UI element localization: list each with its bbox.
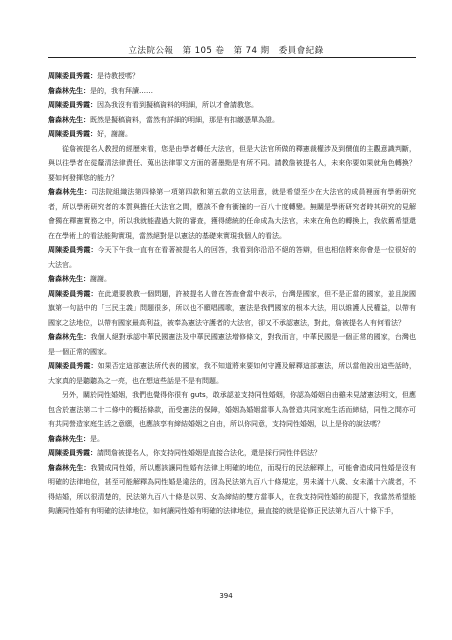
speaker-label: 周陳委員秀霞： (48, 362, 98, 370)
speech-text: 如果否定這部憲法所代表的國家，我不知道將來要如何守護及解釋這部憲法，所以當他說出這些話時，大家真的是聽聽為之一亮，也在想這些話是不是有問題。 (48, 362, 417, 385)
transcript-paragraph (48, 84, 416, 99)
speaker-label: 詹森林先生： (48, 463, 91, 472)
speech-text: 我個人絕對承認中華民國憲法及中華民國憲法增修條文，對我而言，中華民國是一個正常的國家，台灣也是一個正常的國家。 (48, 333, 417, 356)
speaker-label: 周陳委員秀霞： (48, 72, 97, 80)
transcript-paragraph (48, 185, 416, 243)
speech-text: 因為我沒有看到擬稿資料的明細，所以才會請教您。 (97, 101, 258, 109)
speaker-label: 周陳委員秀霞： (48, 101, 97, 109)
transcript-paragraph (48, 359, 416, 388)
speaker-label: 周陳委員秀霞： (48, 130, 97, 138)
speaker-label: 詹森林先生： (48, 275, 90, 283)
speech-text: 是。 (90, 434, 104, 443)
page-header (0, 44, 452, 56)
transcript-paragraph (48, 243, 416, 272)
volume-number: 第 105 卷 (182, 46, 225, 56)
speaker-label: 詹森林先生： (48, 434, 90, 443)
transcript-paragraph (48, 446, 416, 461)
speech-text: 今天下午我一直有在看著被提名人的回答，我看到你沿沿不絕的答辯，但也相信將來你會是一位很好的大法官。 (48, 246, 417, 269)
speaker-label: 周陳委員秀霞： (48, 289, 98, 298)
speaker-label: 周陳委員秀霞： (48, 449, 97, 457)
speaker-label: 詹森林先生： (48, 86, 90, 95)
speech-text: 另外，關於同性婚姻，我們也覺得你很有 guts，敢承認並支持同性婚姻，你認為婚姻自由雖未見諸憲法明文，但應包含於憲法第二十二條中的概括條款，而受憲法的保障，婚姻為婚姻當事人為營造共同家庭生活而締結，同性之間亦可有共同營造家庭生活之意願，也應該享有締結婚姻之自由，所以你同意，支持同性婚姻，以上是你的說法嗎？ (48, 391, 416, 428)
header-divider (48, 57, 416, 58)
speaker-label: 周陳委員秀霞： (48, 246, 98, 254)
transcript-paragraph (48, 388, 416, 432)
transcript-paragraph (48, 98, 416, 113)
speaker-label: 詹森林先生： (48, 188, 92, 196)
transcript-paragraph (48, 127, 416, 142)
speech-text: 從詹被提名人教授的經歷來看，您是由學者轉任大法官，但是大法官所做的釋憲裁權涉及到價值的主觀意識判斷，與以往學者在從釐清法律責任、蒐出法律罪文方面的著墨點是有所不同。請教詹被提名人，未來你要如果就角色轉換？要如何發揮您的能力？ (48, 144, 416, 182)
transcript-paragraph (48, 142, 416, 186)
transcript-body (48, 69, 416, 519)
speech-text: 好，謝謝。 (97, 130, 132, 138)
transcript-paragraph (48, 113, 416, 128)
issue-number: 第 74 期 (233, 46, 270, 56)
speech-text: 謝謝。 (90, 275, 111, 283)
transcript-paragraph (48, 287, 416, 331)
speech-text: 是的，我有拜讀…… (90, 86, 153, 95)
transcript-paragraph (48, 330, 416, 359)
speaker-label: 詹森林先生： (48, 333, 91, 341)
publication-title: 立法院公報 (128, 46, 174, 56)
speech-text: 在此還要教教一個問題，許被提名人曾在答查會當中表示，台灣是國家，但不是正當的國家，並且說國旗第一句話中的「三民主義」問題很多，所以也不願唱國歌，憲法是我們國家的根本大法，用以維護人民權益，以帶有國家之法地位，以帶有國家最高利益，被奉為憲法守護者的大法官，卻又不承認憲法，對此，詹被提名人有何看法？ (48, 289, 417, 327)
transcript-paragraph (48, 272, 416, 287)
speech-text: 是待教授嗎？ (97, 72, 139, 80)
speech-text: 我贊成同性婚，所以應該讓同性婚有法律上明確的地位，而現行的民法解釋上，可能會造成同性婚是沒有明確的法律地位，甚至可能解釋為同性婚是違法的，因為民法第九百八十條規定，男未滿十八歲、女未滿十六歲者，不得結婚，所以很清楚的，民法第九百八十條是以男、女為締結的雙方當事人，在我支持同性婚的前提下，我當然希望能夠讓同性婚有有明確的法律地位，如何讓同性婚有明確的法律地位，最直接的就是從修正民法第九百八十條下手， (48, 463, 417, 515)
speech-text: 請問詹被提名人，你支持同性婚姻是直接合法化，還是採行同性伴侶法？ (97, 449, 321, 457)
speaker-label: 詹森林先生： (48, 115, 90, 124)
transcript-paragraph (48, 461, 416, 519)
page-number: 394 (219, 592, 233, 600)
transcript-paragraph (48, 69, 416, 84)
speech-text: 既然是擬稿資料，當然有詳細的明細，那是有扣繳憑單為證。 (90, 115, 279, 124)
section-title: 委員會紀錄 (278, 46, 324, 56)
transcript-paragraph (48, 432, 416, 447)
speech-text: 司法院組織法第四條第一項第四款和第五款的立法用意，就是希望至少在大法官的成員裡面有學術研究者，所以學術研究者的本質與擔任大法官之間，應該不會有衝撞的一百八十度轉變。無關是學術研究者時其研究的見解會獨在釋憲實務之中，所以我就能盡過大院的審查，獲得總統的任命成為大法官，未來在角色的轉換上，我依舊希望還在在學術上的看法能夠實現，當然絕對是以憲法的基礎來實現我個人的看法。 (48, 188, 417, 240)
